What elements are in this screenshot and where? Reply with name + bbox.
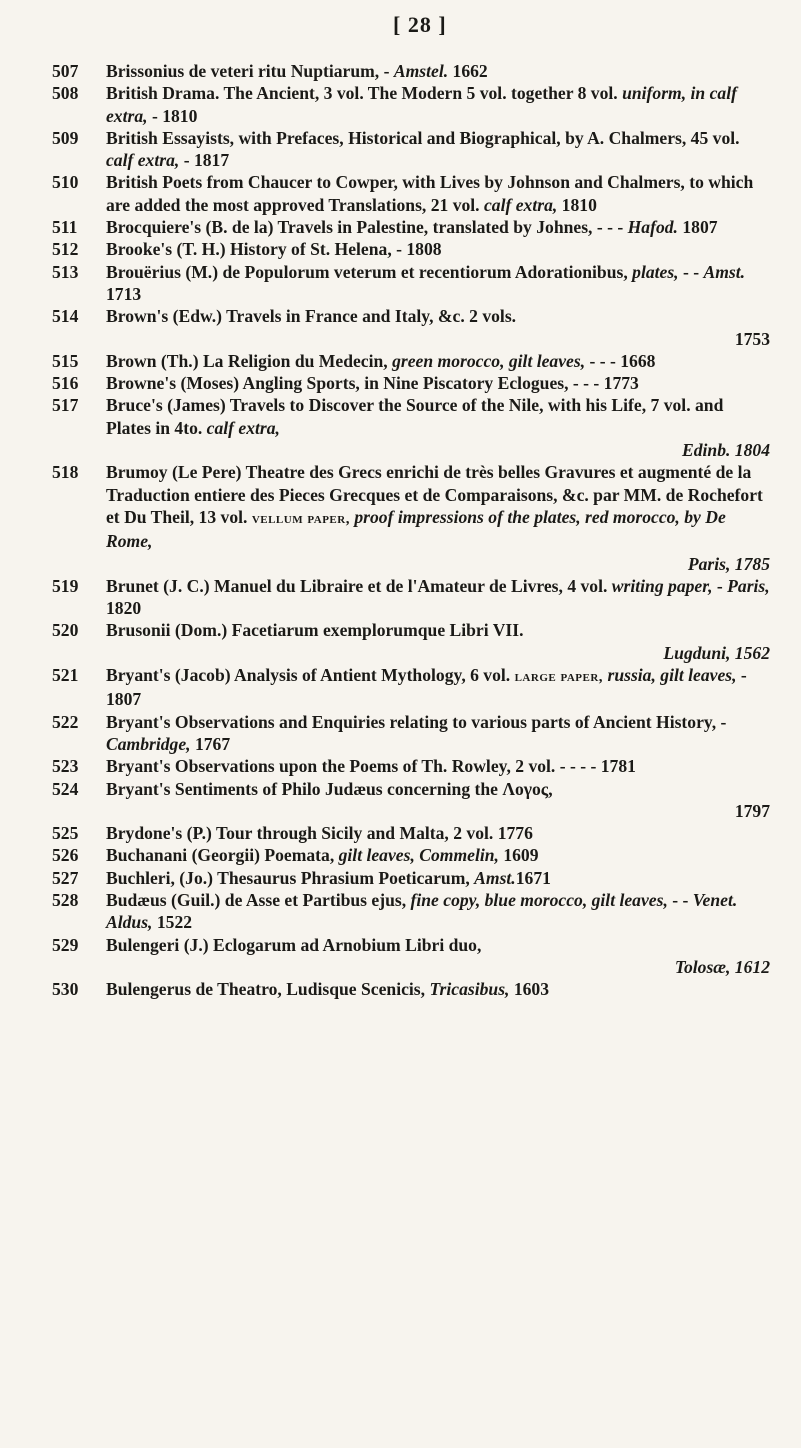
catalogue-entry	[52, 216, 770, 238]
entry-text-segment: 1713	[106, 283, 142, 304]
entry-text-segment: 1522	[152, 912, 193, 933]
entry-number: 510	[52, 172, 79, 193]
entry-text-segment: British Poets from Chaucer to Cowper, with Lives by Johnson and Chalmers, to which are added the most approved Translations, 21 vol.	[106, 172, 754, 215]
entry-date: Lugduni, 1562	[663, 642, 770, 663]
catalogue-entry	[52, 394, 770, 461]
catalogue-entry	[52, 575, 770, 620]
entry-text-segment: writing paper,	[611, 575, 713, 596]
catalogue-entry	[52, 867, 770, 889]
catalogue-entry	[52, 664, 770, 711]
entry-text-segment: 1603	[509, 979, 550, 1000]
entry-number: 528	[52, 889, 79, 910]
entry-text	[106, 822, 770, 844]
entry-text-segment: 1807	[677, 217, 718, 238]
entry-text-segment: large paper,	[514, 669, 604, 686]
entry-text-segment: vellum paper,	[251, 510, 350, 527]
entry-text-segment: Budæus (Guil.) de Asse et Partibus ejus,	[106, 889, 411, 910]
entry-text-segment: plates,	[632, 261, 679, 282]
entry-text-segment: Bruce's (James) Travels to Discover the Source of the Nile, with his Life, 7 vol. and Plates in 4to.	[106, 395, 724, 438]
entry-text-segment: 1662	[448, 61, 488, 81]
entry-text-segment: uniform, in calf extra,	[106, 83, 737, 126]
entry-text-segment: Brown's (Edw.) Travels in France and Italy, &c. 2 vols.	[106, 306, 517, 327]
entry-number: 516	[52, 373, 79, 394]
entry-number: 508	[52, 83, 79, 104]
entry-text	[106, 350, 770, 372]
entry-text-segment: Bryant's Observations upon the Poems of Th. Rowley, 2 vol. - - - - 1781	[106, 756, 636, 777]
entry-date: 1753	[734, 328, 770, 349]
catalogue-entry	[52, 778, 770, 823]
entry-text-segment: - 1817	[179, 150, 230, 171]
entry-text-segment: 1671	[515, 867, 551, 888]
entry-text	[106, 82, 770, 127]
entry-number: 529	[52, 934, 79, 955]
entry-number: 521	[52, 665, 79, 686]
entry-number: 507	[52, 61, 79, 81]
catalogue-entry	[52, 305, 770, 350]
entry-number: 511	[52, 217, 78, 238]
entry-number: 526	[52, 845, 79, 866]
entry-text-segment: Buchleri, (Jo.) Thesaurus Phrasium Poeticarum,	[106, 867, 475, 888]
entry-text	[106, 778, 770, 800]
catalogue-entry	[52, 127, 770, 172]
entry-text	[106, 461, 770, 552]
entry-number: 514	[52, 306, 79, 327]
entry-text	[106, 261, 770, 306]
catalogue-entry	[52, 60, 770, 82]
catalogue-entry	[52, 171, 770, 216]
entry-text-segment: fine copy, blue morocco, gilt leaves,	[410, 889, 668, 910]
entry-text-segment: Bulengeri (J.) Eclogarum ad Arnobium Libri duo,	[106, 934, 482, 955]
entry-text-segment: Venet. Aldus,	[106, 889, 738, 933]
entry-text-segment: proof impressions of the plates, red morocco, by De Rome,	[106, 506, 726, 552]
entry-text	[106, 394, 770, 439]
entry-text-segment: British Drama. The Ancient, 3 vol. The Modern 5 vol. together 8 vol.	[106, 83, 623, 104]
entry-text-segment: gilt leaves, Commelin,	[338, 845, 499, 866]
entry-text-segment: Tricasibus,	[429, 979, 510, 1000]
entry-text	[106, 755, 770, 777]
entry-text	[106, 889, 770, 934]
entry-text-segment: russia, gilt leaves,	[607, 665, 737, 686]
entry-text-segment: Bryant's Sentiments of Philo Judæus concerning the Λογος,	[106, 778, 553, 799]
entry-text-segment: green morocco, gilt leaves,	[392, 350, 586, 371]
entry-text-segment: - -	[667, 889, 693, 910]
entry-text-segment: - - - 1668	[585, 350, 656, 371]
entry-text	[106, 575, 770, 620]
entry-text-segment: Hafod.	[627, 217, 678, 238]
entry-text-segment: Brocquiere's (B. de la) Travels in Palestine, translated by Johnes, - - -	[106, 217, 628, 238]
entry-text-segment: Brydone's (P.) Tour through Sicily and Malta, 2 vol. 1776	[106, 823, 533, 844]
entry-number: 512	[52, 239, 79, 260]
entry-text-segment: 1810	[557, 194, 597, 215]
entry-text-segment: Bryant's (Jacob) Analysis of Antient Mythology, 6 vol.	[106, 665, 515, 686]
entry-number: 517	[52, 395, 79, 416]
entry-text	[106, 934, 770, 956]
entry-date: 1797	[734, 800, 770, 821]
catalogue-entry	[52, 978, 770, 1000]
entry-text-segment: 1767	[190, 733, 231, 754]
entry-text-segment: Brumoy (Le Pere) Theatre des Grecs enrichi de très belles Gravures et augmenté de la Traduction entiere des Pieces Grecques et de Comparaisons, &c. par MM. de Rochefort et Du Theil, 13 vol.	[106, 462, 763, 527]
entry-text-segment: calf extra,	[106, 150, 180, 171]
entry-number: 524	[52, 778, 79, 799]
entry-text	[106, 867, 770, 889]
entry-number: 522	[52, 711, 79, 732]
catalogue-entry	[52, 844, 770, 866]
entry-text-segment: Amstel.	[393, 61, 449, 81]
entry-text	[106, 664, 770, 711]
entry-text-segment: Paris,	[727, 575, 770, 596]
entry-text-segment: Brown (Th.) La Religion du Medecin,	[106, 350, 393, 371]
entry-text	[106, 60, 770, 82]
entry-text-segment: Cambridge,	[106, 733, 191, 754]
catalogue-entry	[52, 461, 770, 574]
entry-text	[106, 619, 770, 641]
entry-date: Tolosæ, 1612	[674, 956, 770, 977]
catalogue-list	[52, 60, 770, 1000]
entry-date: Edinb. 1804	[682, 440, 770, 461]
entry-number: 527	[52, 867, 79, 888]
catalogue-entry	[52, 261, 770, 306]
entry-text-segment: British Essayists, with Prefaces, Historical and Biographical, by A. Chalmers, 45 vol.	[106, 127, 740, 148]
entry-number: 515	[52, 350, 79, 371]
catalogue-entry	[52, 711, 770, 756]
catalogue-entry	[52, 619, 770, 664]
entry-text-segment: Bryant's Observations and Enquiries relating to various parts of Ancient History, -	[106, 711, 727, 732]
entry-number: 523	[52, 756, 79, 777]
entry-text-segment: Amst.	[703, 261, 746, 282]
entry-number: 519	[52, 575, 79, 596]
entry-number: 520	[52, 620, 79, 641]
entry-text-segment: Buchanani (Georgii) Poemata,	[106, 845, 339, 866]
page-number: [ 28 ]	[393, 12, 447, 37]
entry-text-segment: calf extra,	[483, 194, 558, 215]
entry-text	[106, 978, 770, 1000]
entry-text	[106, 844, 770, 866]
entry-text-segment: - -	[678, 261, 704, 282]
entry-text-segment: Brusonii (Dom.) Facetiarum exemplorumque Libri VII.	[106, 620, 524, 641]
entry-text-segment: Brouërius (M.) de Populorum veterum et recentiorum Adorationibus,	[106, 261, 633, 282]
entry-date: Paris, 1785	[687, 553, 770, 574]
entry-text-segment: calf extra,	[206, 417, 280, 438]
catalogue-entry	[52, 372, 770, 394]
entry-text-segment: - 1807	[106, 665, 747, 710]
catalogue-entry	[52, 934, 770, 979]
entry-text-segment: Brooke's (T. H.) History of St. Helena, - 1808	[106, 239, 442, 260]
entry-text-segment: Bulengerus de Theatro, Ludisque Scenicis,	[106, 979, 430, 1000]
entry-number: 530	[52, 979, 79, 1000]
entry-text-segment: 1820	[106, 598, 142, 619]
entry-text-segment: Amst.	[474, 867, 516, 888]
entry-text	[106, 238, 770, 260]
entry-text-segment: Brissonius de veteri ritu Nuptiarum, -	[106, 61, 394, 81]
entry-text-segment: - 1810	[147, 105, 198, 126]
entry-text	[106, 127, 770, 172]
catalogue-entry	[52, 889, 770, 934]
catalogue-entry	[52, 755, 770, 777]
entry-text	[106, 216, 770, 238]
entry-text	[106, 171, 770, 216]
entry-text	[106, 305, 770, 327]
entry-number: 525	[52, 823, 79, 844]
catalogue-entry	[52, 82, 770, 127]
entry-text-segment: -	[712, 575, 728, 596]
entry-text-segment: 1609	[498, 845, 539, 866]
catalogue-entry	[52, 822, 770, 844]
entry-number: 518	[52, 462, 79, 483]
entry-text-segment: Brunet (J. C.) Manuel du Libraire et de l'Amateur de Livres, 4 vol.	[106, 575, 612, 596]
entry-text-segment: Browne's (Moses) Angling Sports, in Nine Piscatory Eclogues, - - - 1773	[106, 373, 639, 394]
entry-text	[106, 372, 770, 394]
catalogue-entry	[52, 350, 770, 372]
entry-text	[106, 711, 770, 756]
catalogue-entry	[52, 238, 770, 260]
entry-number: 509	[52, 127, 79, 148]
entry-number: 513	[52, 261, 79, 282]
